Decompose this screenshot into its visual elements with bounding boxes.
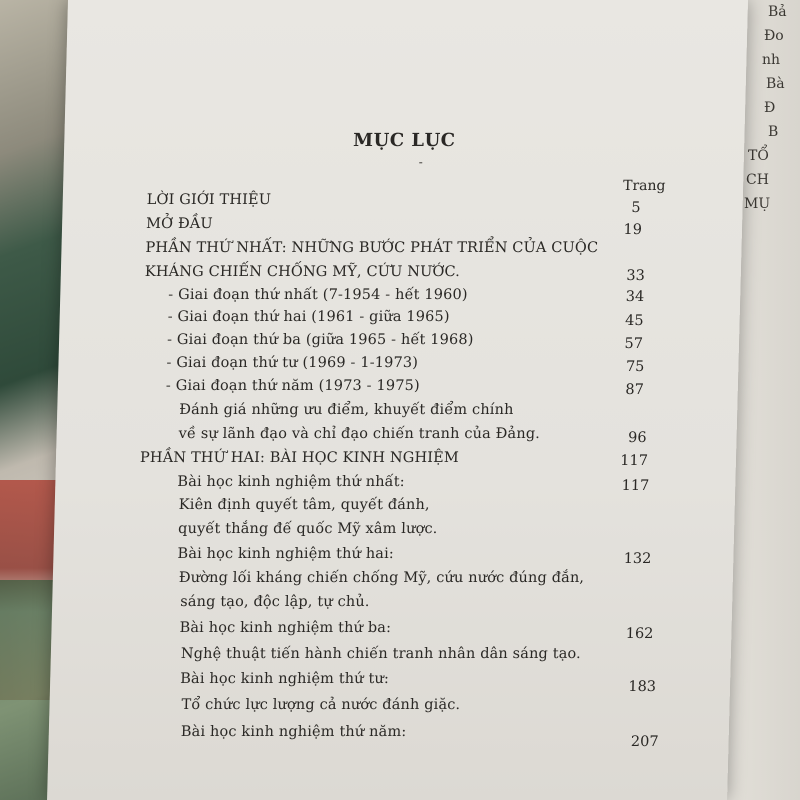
toc-entry: - Giai đoạn thứ năm (1973 - 1975) [165, 378, 420, 394]
adjacent-line: nh [762, 52, 781, 68]
toc-entry: PHẦN THỨ HAI: BÀI HỌC KINH NGHIỆM [139, 450, 460, 466]
adjacent-line: TỔ [748, 148, 769, 164]
toc-entry: Kiên định quyết tâm, quyết đánh, [178, 497, 430, 513]
adjacent-page-text [738, 0, 800, 240]
toc-entry: Đánh giá những ưu điểm, khuyết điểm chính [179, 402, 514, 418]
toc-entry: MỞ ĐẦU [145, 216, 213, 232]
toc-entry: - Giai đoạn thứ ba (giữa 1965 - hết 1968) [166, 332, 474, 348]
toc-entry: - Giai đoạn thứ hai (1961 - giữa 1965) [167, 309, 450, 325]
title-mark: - [418, 155, 424, 169]
toc-page-number: 34 [625, 289, 645, 305]
toc-entry: LỜI GIỚI THIỆU [146, 192, 272, 208]
toc-entry: Bài học kinh nghiệm thứ năm: [180, 724, 407, 740]
toc-entry: - Giai đoạn thứ tư (1969 - 1-1973) [166, 355, 419, 371]
adjacent-line: MỤ [744, 196, 771, 212]
adjacent-line: Bả [768, 4, 787, 20]
toc-page-number: 162 [625, 626, 654, 642]
toc-entry: Bài học kinh nghiệm thứ hai: [177, 546, 395, 562]
toc-page-number: 117 [621, 478, 650, 494]
toc-entry: Đường lối kháng chiến chống Mỹ, cứu nước đúng đắn, [178, 570, 585, 586]
toc-page-number: 96 [627, 430, 647, 446]
table-of-contents [47, 0, 748, 800]
toc-page-number: 33 [626, 268, 645, 284]
adjacent-line: B [768, 124, 779, 140]
toc-page-number: 132 [623, 551, 652, 567]
toc-entry: KHÁNG CHIẾN CHỐNG MỸ, CỨU NƯỚC. [144, 264, 461, 280]
toc-entry: Bài học kinh nghiệm thứ ba: [179, 620, 392, 636]
toc-page-number: 5 [631, 200, 641, 216]
book-page [47, 0, 748, 800]
toc-entry: Bài học kinh nghiệm thứ tư: [180, 671, 390, 687]
toc-entry: Bài học kinh nghiệm thứ nhất: [177, 474, 405, 490]
toc-page-number: 207 [630, 734, 659, 750]
toc-title: MỤC LỤC [352, 130, 456, 151]
toc-entry: PHẦN THỨ NHẤT: NHỮNG BƯỚC PHÁT TRIỂN CỦA CUỘC [145, 240, 599, 256]
toc-page-number: 75 [625, 359, 645, 375]
adjacent-line: CH [746, 172, 769, 188]
toc-entry: về sự lãnh đạo và chỉ đạo chiến tranh của Đảng. [178, 426, 541, 442]
toc-page-number: 183 [628, 679, 657, 695]
adjacent-line: Bà [766, 76, 785, 92]
adjacent-line: Đ [764, 100, 776, 116]
toc-page-number: 117 [620, 453, 649, 469]
toc-page-number: 45 [624, 313, 644, 329]
toc-page-number: 19 [623, 222, 643, 238]
toc-entry: quyết thắng đế quốc Mỹ xâm lược. [177, 521, 438, 537]
toc-entry: sáng tạo, độc lập, tự chủ. [180, 594, 370, 610]
toc-page-number: 57 [624, 336, 644, 352]
toc-entry: - Giai đoạn thứ nhất (7-1954 - hết 1960) [168, 287, 468, 303]
toc-page-number: 87 [625, 382, 644, 398]
adjacent-line: Đo [764, 28, 784, 44]
toc-entry: Tổ chức lực lượng cả nước đánh giặc. [181, 697, 461, 713]
toc-entry: Nghệ thuật tiến hành chiến tranh nhân dân sáng tạo. [180, 646, 582, 662]
page-column-header: Trang [622, 178, 666, 194]
